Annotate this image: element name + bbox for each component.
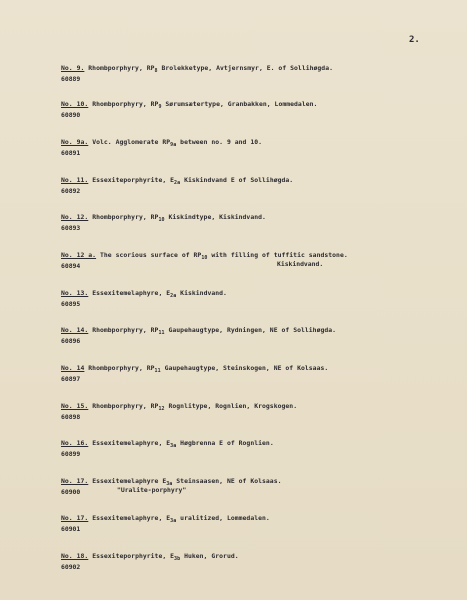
locality: Brolekketype, Avtjernsmyr, E. of Sollihøgda. [157,64,333,72]
rock-type: Rhombporphyry, RP [84,364,155,372]
rock-type: Essexitemelaphyre, E [88,439,171,447]
rock-subscript: 11 [154,368,161,374]
specimen-entry [61,552,441,572]
continuation-line: "Uralite-porphyry" [117,486,187,494]
specimen-entry [61,251,441,271]
specimen-entry [61,364,441,384]
locality: with filling of tuffitic sandstone. [207,251,348,259]
specimen-description [61,289,441,299]
specimen-description [61,138,441,148]
specimen-entry [61,477,441,497]
rock-type: Rhombporphyry, RP [88,326,159,334]
rock-subscript: 3a [170,443,177,449]
specimen-entry [61,402,441,422]
rock-subscript: 2a [174,180,181,186]
rock-type: The scorious surface of RP [96,251,202,259]
catalog-number: 60897 [61,375,81,383]
specimen-number: No. 13. [61,289,89,297]
catalog-number: 60893 [61,224,81,232]
specimen-number: No. 15. [61,402,89,410]
specimen-number: No. 12. [61,213,89,221]
catalog-number: 60894 [61,262,81,270]
rock-type: Essexiteporphyrite, E [88,176,175,184]
specimen-entry [61,138,441,158]
rock-subscript: 9a [170,142,177,148]
rock-subscript: 10 [201,255,208,261]
specimen-number: No. 16. [61,439,89,447]
catalog-number: 60899 [61,450,81,458]
specimen-description [61,100,441,110]
catalog-number: 60902 [61,563,81,571]
catalog-number: 60895 [61,300,81,308]
rock-type: Rhombporphyry, RP [88,213,159,221]
specimen-number: No. 9. [61,64,85,72]
rock-type: Rhombporphyry, RP [88,402,159,410]
specimen-number: No. 11. [61,176,89,184]
specimen-description [61,439,441,449]
catalog-number: 60892 [61,187,81,195]
specimen-entry [61,176,441,196]
catalog-number: 60891 [61,149,81,157]
specimen-description [61,251,441,261]
specimen-number: No. 9a. [61,138,89,146]
rock-subscript: 12 [158,406,165,412]
rock-type: Essexitemelaphyre, E [88,514,171,522]
specimen-entry [61,514,441,534]
rock-subscript: 3a [166,481,173,487]
rock-type: Essexitemelaphyre E [88,477,167,485]
catalog-number: 60896 [61,337,81,345]
rock-type: Rhombporphyry, RP [84,64,155,72]
specimen-number: No. 17. [61,477,89,485]
catalog-number: 60901 [61,525,81,533]
specimen-number: No. 17. [61,514,89,522]
locality: Kiskindvand. [176,289,227,297]
specimen-description [61,364,441,374]
rock-type: Essexiteporphyrite, E [88,552,175,560]
catalog-number: 60889 [61,75,81,83]
locality: Kiskindtype, Kiskindvand. [164,213,266,221]
specimen-description [61,326,441,336]
locality: Gaupehaugtype, Rydningen, NE of Sollihøgda. [164,326,337,334]
specimen-description [61,402,441,412]
specimen-description [61,176,441,186]
rock-subscript: 2a [170,293,177,299]
rock-subscript: 3b [174,556,181,562]
specimen-entry [61,326,441,346]
locality: Sørumsætertype, Granbakken, Lommedalen. [161,100,318,108]
specimen-number: No. 14. [61,326,89,334]
catalog-number: 60900 [61,488,81,496]
specimen-description [61,213,441,223]
specimen-entry [61,213,441,233]
specimen-number: No. 10. [61,100,89,108]
specimen-description [61,64,441,74]
rock-type: Rhombporphyry, RP [88,100,159,108]
page-number: 2. [409,35,420,45]
specimen-entry [61,100,441,120]
rock-subscript: 10 [158,217,165,223]
rock-subscript: 9 [158,104,162,110]
locality: Huken, Grorud. [180,552,239,560]
rock-type: Essexitemelaphyre, E [88,289,171,297]
locality: Høgbrenna E of Rognlien. [176,439,274,447]
continuation-line: Kiskindvand. [277,260,324,268]
specimen-number: No. 18. [61,552,89,560]
locality: Steinsaasen, NE of Kolsaas. [172,477,282,485]
specimen-entry [61,64,441,84]
catalog-number: 60890 [61,111,81,119]
rock-type: Volc. Agglomerate RP [88,138,171,146]
specimen-description [61,552,441,562]
rock-subscript: 11 [158,330,165,336]
rock-subscript: 3a [170,518,177,524]
specimen-entry [61,439,441,459]
specimen-number: No. 12 a. [61,251,97,259]
locality: Gaupehaugtype, Steinskogen, NE of Kolsaas. [160,364,329,372]
rock-subscript: 8 [154,68,158,74]
locality: uralitized, Lommedalen. [176,514,270,522]
locality: between no. 9 and 10. [176,138,263,146]
catalog-number: 60898 [61,413,81,421]
locality: Kiskindvand E of Sollihøgda. [180,176,294,184]
specimen-description [61,514,441,524]
specimen-number: No. 14 [61,364,85,372]
specimen-entry [61,289,441,309]
locality: Rognlitype, Rognlien, Krogskogen. [164,402,298,410]
